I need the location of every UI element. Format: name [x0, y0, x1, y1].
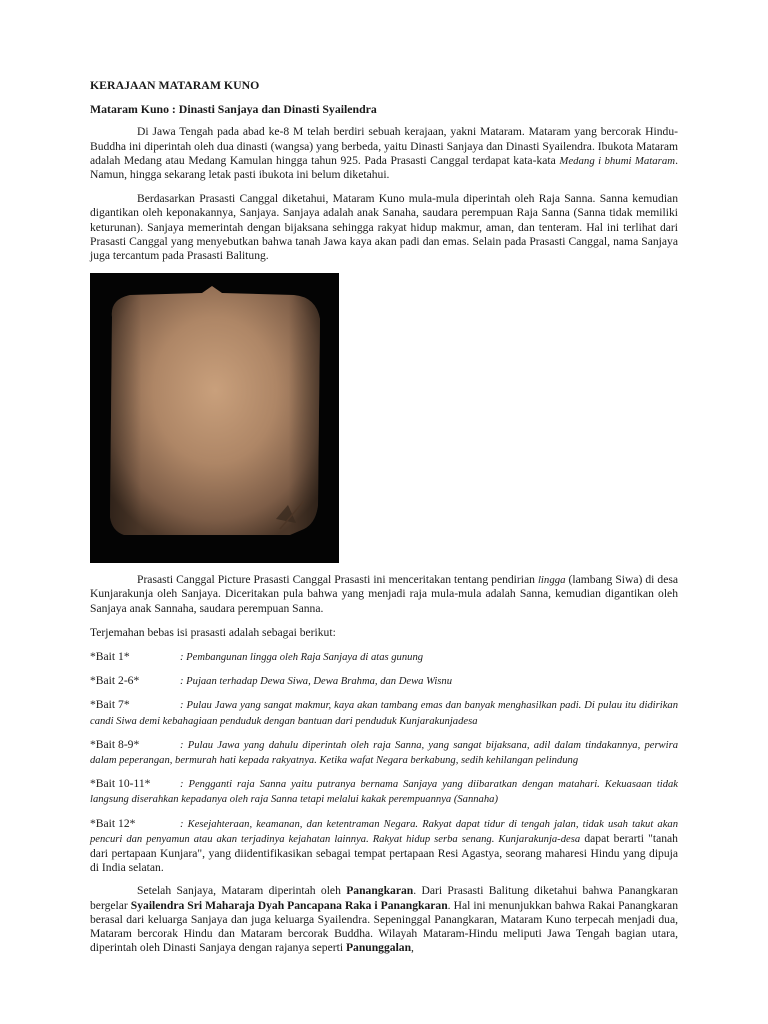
bait-item: [90, 674, 678, 689]
bait-label: *Bait 1*: [90, 650, 130, 664]
bait-item: [90, 777, 678, 807]
paragraph-3-end: (lambang Siwa) di desa Kunjarakunja oleh Sanjaya. Diceritakan pula bahwa yang menjadi raja mula-mula adalah Sanna, kemudian digantikan oleh Sanjaya anak Sannaha, saudara perempuan Sanna.: [90, 573, 678, 615]
bait-text: : Pengganti raja Sanna yaitu putranya bernama Sanjaya yang diibaratkan dengan matahari. Kekuasaan tidak langsung diserahkan kepadanya oleh raja Sanna tetapi melalui kakak perempuannya (Sannaha): [90, 779, 678, 806]
bait-label: *Bait 8-9*: [90, 737, 140, 751]
bait-label: *Bait 10-11*: [90, 777, 151, 791]
bait-label: *Bait 2-6*: [90, 674, 140, 688]
bait-text: : Pujaan terhadap Dewa Siwa, Dewa Brahma, dan Dewa Wisnu: [180, 676, 452, 688]
bait-12-continuation: dapat berarti "tanah dari pertapaan Kunjara", yang diidentifikasikan sebagai tempat pertapaan Resi Agastya, seorang maharesi Hindu yang dipuja di India selatan.: [90, 831, 678, 875]
paragraph-5-text-d: . Hal ini menunjukkan bahwa Rakai Panangkaran berasal dari keluarga Sanjaya dan juga keluarga Syailendra. Sepeninggal Panangkaran, Mataram Kuno terpecah menjadi dua, Mataram bercorak Hindu dan Mataram bercorak Buddha. Wilayah Mataram-Hindu meliputi Jawa Tengah bagian utara, diperintah oleh Dinasti Sanjaya dengan rajanya seperti: [90, 898, 678, 955]
bait-item: [90, 738, 678, 768]
bait-item: [90, 650, 678, 665]
stone-image: [90, 273, 339, 563]
paragraph-1-italic: Medang i bhumi Mataram: [559, 154, 676, 167]
paragraph-5-bold-3: Panunggalan: [345, 941, 412, 955]
bait-text: : Kesejahteraan, keamanan, dan ketentraman Negara. Rakyat dapat tidur di tengah jalan, tidak usah takut akan pencuri dan penyamun atau akan terjadinya kejahatan lainnya. Rakyat hidup serba senang. Kunjarakunja-desa: [90, 818, 678, 845]
paragraph-5-text-c: . Dari Prasasti Balitung diketahui bahwa Panangkaran bergelar: [90, 884, 678, 912]
paragraph-5-text-e: ,: [411, 941, 414, 955]
bait-text: : Pulau Jawa yang sangat makmur, kaya akan tambang emas dan banyak menghasilkan padi. Di pulau itu didirikan candi Siwa demi kebahagiaan penduduk dengan bantuan dari penduduk Kunjarakunjadesa: [90, 700, 678, 727]
paragraph-4: Terjemahan bebas isi prasasti adalah sebagai berikut:: [90, 625, 336, 639]
paragraph-5-bold-2: Syailendra Sri Maharaja Dyah Pancapana Raka i Panangkaran: [130, 898, 448, 912]
paragraph-1: [90, 125, 678, 182]
paragraph-5-text-a: Setelah Sanjaya, Mataram diperintah oleh: [137, 884, 347, 898]
document-body: [90, 78, 678, 966]
paragraph-5: [90, 884, 678, 955]
paragraph-3-text: Prasasti Canggal Picture Prasasti Canggal Prasasti ini menceritakan tentang pendirian: [137, 573, 538, 587]
paragraph-3-italic: lingga: [537, 574, 566, 587]
bait-label: *Bait 12*: [90, 816, 136, 830]
prasasti-canggal-photo: [90, 273, 339, 563]
paragraph-1-text: Di Jawa Tengah pada abad ke-8 M telah berdiri sebuah kerajaan, yakni Mataram. Mataram yang bercorak Hindu-Buddha ini diperintah oleh dua dinasti (wangsa) yang berbeda, yaitu Dinasti Sanjaya dan Dinasti Syailendra. Ibukota Mataram adalah Medang atau Medang Kamulan hingga tahun 925. Pada Prasasti Canggal terdapat kata-kata: [90, 125, 678, 167]
paragraph-2: Berdasarkan Prasasti Canggal diketahui, Mataram Kuno mula-mula diperintah oleh Raja Sanna. Sanna kemudian digantikan oleh keponakannya, Sanjaya. Sanjaya adalah anak Sanaha, saudara perempuan Raja Sanna (Sanna tidak memiliki keturunan). Sanjaya memerintah dengan bijaksana sehingga rakyat hidup makmur, aman, dan tenteram. Hal ini terlihat dari Prasasti Canggal yang menyebutkan bahwa tanah Jawa kaya akan padi dan emas. Selain pada Prasasti Canggal, nama Sanjaya juga tercantum pada Prasasti Balitung.: [90, 192, 678, 263]
paragraph-3: [90, 573, 678, 616]
paragraph-5-bold-1: Panangkaran: [346, 884, 414, 898]
bait-item: [90, 698, 678, 728]
document-title: KERAJAAN MATARAM KUNO: [90, 78, 260, 92]
bait-item: [90, 817, 678, 876]
document-subtitle: Mataram Kuno : Dinasti Sanjaya dan Dinasti Syailendra: [90, 102, 377, 117]
paragraph-1-end: . Namun, hingga sekarang letak pasti ibukota ini belum diketahui.: [90, 153, 678, 182]
bait-label: *Bait 7*: [90, 698, 130, 712]
bait-text: : Pulau Jawa yang dahulu diperintah oleh raja Sanna, yang sangat bijaksana, adil dalam tindakannya, perwira dalam peperangan, bermurah hati kepada rakyatnya. Ketika wafat Negara berkabung, sedih kehilangan pelindung: [90, 739, 678, 767]
bait-text: : Pembangunan lingga oleh Raja Sanjaya di atas gunung: [180, 652, 424, 664]
